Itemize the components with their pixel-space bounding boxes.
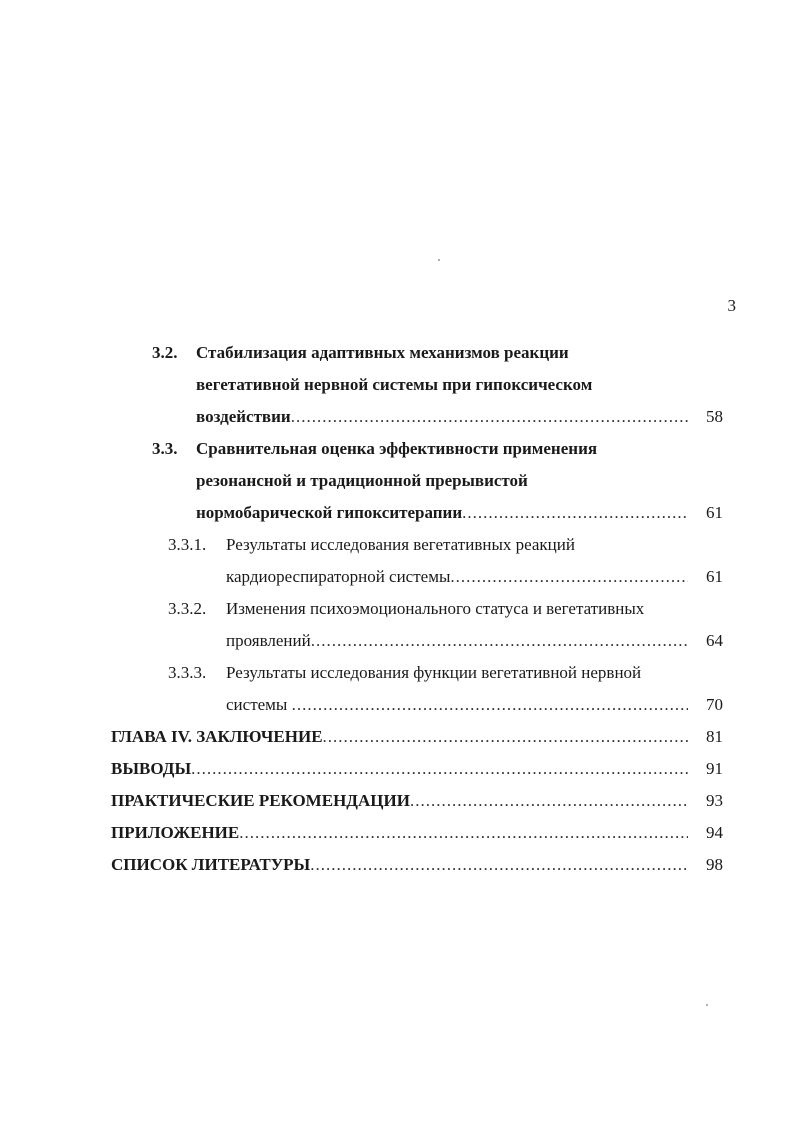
entry-title-line: Результаты исследования вегетативных реакций: [226, 535, 575, 554]
toc-entry-3-3-1[interactable]: [0, 533, 793, 557]
entry-title-line: Изменения психоэмоционального статуса и вегетативных: [226, 599, 645, 618]
scan-speck: [438, 259, 440, 261]
toc-entry-3-3-3[interactable]: [0, 661, 793, 685]
page-number: 3: [727, 296, 736, 315]
leader-dots: [291, 405, 688, 429]
entry-page: 64: [706, 631, 723, 650]
section-number: 3.3.2.: [168, 599, 207, 618]
entry-title: СПИСОК ЛИТЕРАТУРЫ: [111, 855, 311, 874]
toc-entry-3-3[interactable]: [0, 437, 793, 461]
leader-dots: [239, 821, 688, 845]
entry-page: 91: [706, 759, 723, 778]
leader-dots: [323, 725, 688, 749]
toc-entry-references[interactable]: [0, 853, 793, 877]
toc-entry-3-3-1-last: [0, 565, 793, 589]
leader-dots: [311, 629, 688, 653]
scan-speck: [706, 1004, 708, 1006]
toc-entry-3-3-3-last: [0, 693, 793, 717]
toc-entry-3-3-2[interactable]: [0, 597, 793, 621]
entry-page: 81: [706, 727, 723, 746]
entry-page: 94: [706, 823, 723, 842]
entry-title: ПРАКТИЧЕСКИЕ РЕКОМЕНДАЦИИ: [111, 791, 410, 810]
toc-entry-conclusions[interactable]: [0, 757, 793, 781]
entry-page: 58: [706, 407, 723, 426]
entry-title: ПРИЛОЖЕНИЕ: [111, 823, 240, 842]
toc-entry-3-3-2-last: [0, 629, 793, 653]
entry-title-line: системы: [226, 695, 292, 714]
toc-entry-3-2-cont: [0, 373, 793, 397]
toc-entry-3-2-last: [0, 405, 793, 429]
entry-title-line: кардиореспираторной системы: [226, 567, 451, 586]
entry-page: 70: [706, 695, 723, 714]
entry-title-line: вегетативной нервной системы при гипоксическом: [196, 375, 593, 394]
entry-title-line: Стабилизация адаптивных механизмов реакции: [196, 343, 569, 362]
entry-page: 98: [706, 855, 723, 874]
entry-title-line: нормобарической гипокситерапии: [196, 503, 463, 522]
entry-title: ГЛАВА IV. ЗАКЛЮЧЕНИЕ: [111, 727, 323, 746]
leader-dots: [462, 501, 688, 525]
section-number: 3.3.: [152, 439, 178, 458]
leader-dots: [410, 789, 688, 813]
entry-title-line: воздействии: [196, 407, 291, 426]
toc-entry-appendix[interactable]: [0, 821, 793, 845]
toc-entry-3-3-last: [0, 501, 793, 525]
entry-page: 93: [706, 791, 723, 810]
section-number: 3.2.: [152, 343, 178, 362]
section-number: 3.3.3.: [168, 663, 207, 682]
toc-entry-3-3-cont: [0, 469, 793, 493]
leader-dots: [450, 565, 688, 589]
toc-entry-3-2[interactable]: [0, 341, 793, 365]
entry-title: ВЫВОДЫ: [111, 759, 192, 778]
leader-dots: [292, 693, 688, 717]
leader-dots: [191, 757, 688, 781]
entry-title-line: проявлений: [226, 631, 311, 650]
toc-entry-recommendations[interactable]: [0, 789, 793, 813]
toc-entry-chapter-4[interactable]: [0, 725, 793, 749]
entry-title-line: Сравнительная оценка эффективности применения: [196, 439, 598, 458]
section-number: 3.3.1.: [168, 535, 207, 554]
entry-page: 61: [706, 567, 723, 586]
leader-dots: [310, 853, 688, 877]
entry-title-line: резонансной и традиционной прерывистой: [196, 471, 528, 490]
entry-page: 61: [706, 503, 723, 522]
entry-title-line: Результаты исследования функции вегетативной нервной: [226, 663, 642, 682]
